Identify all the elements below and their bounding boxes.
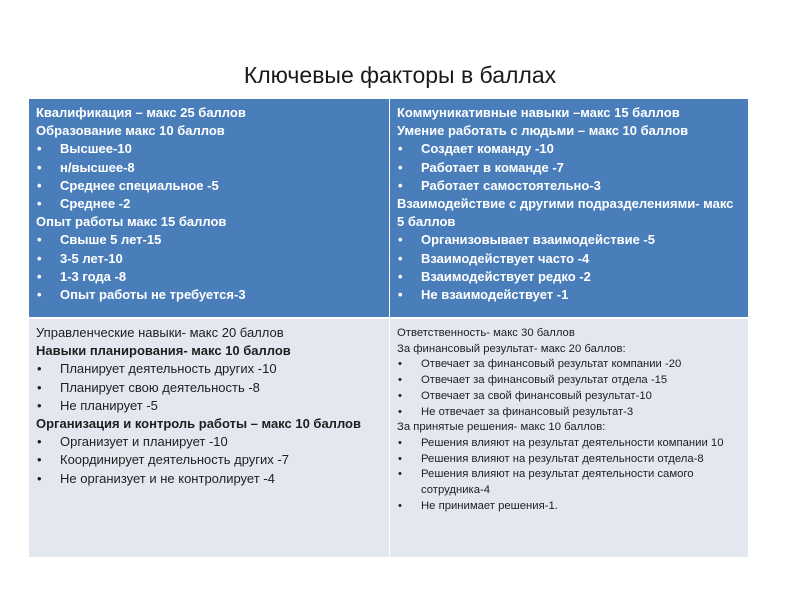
management-heading: Управленческие навыки- макс 20 баллов bbox=[36, 325, 284, 340]
bullet-icon: • bbox=[398, 389, 402, 402]
bullet-icon: • bbox=[37, 177, 42, 193]
list-item: • Планирует свою деятельность -8 bbox=[36, 379, 381, 397]
education-heading: Образование макс 10 баллов bbox=[36, 123, 225, 139]
financial-heading: За финансовый результат- макс 20 баллов: bbox=[397, 342, 626, 355]
bullet-icon: • bbox=[398, 405, 402, 418]
bullet-icon: • bbox=[398, 250, 403, 266]
management-cell bbox=[29, 317, 390, 557]
list-item: • 1-3 года -8 bbox=[36, 268, 381, 286]
list-item: • Решения влияют на результат деятельности отдела-8 bbox=[397, 452, 740, 468]
bullet-icon: • bbox=[398, 358, 402, 371]
bullet-icon: • bbox=[37, 232, 42, 248]
list-item: • Организовывает взаимодействие -5 bbox=[397, 231, 740, 249]
list-item: • Опыт работы не требуется-3 bbox=[36, 286, 381, 304]
list-item: • Взаимодействует часто -4 bbox=[397, 250, 740, 268]
list-item: • Планирует деятельность других -10 bbox=[36, 360, 381, 378]
list-item: • Среднее -2 bbox=[36, 195, 381, 213]
factors-table bbox=[29, 99, 748, 557]
responsibility-cell bbox=[390, 317, 748, 557]
bullet-icon: • bbox=[398, 232, 403, 248]
qualification-heading: Квалификация – макс 25 баллов bbox=[36, 105, 246, 120]
decisions-heading: За принятые решения- макс 10 баллов: bbox=[397, 421, 606, 434]
teamwork-heading: Умение работать с людьми – макс 10 баллов bbox=[397, 123, 689, 139]
planning-list bbox=[36, 360, 381, 415]
list-item: • Отвечает за финансовый результат отдела -15 bbox=[397, 373, 740, 389]
bullet-icon: • bbox=[37, 379, 42, 395]
bullet-icon: • bbox=[398, 452, 402, 465]
list-item: • Работает самостоятельно-3 bbox=[397, 177, 740, 195]
list-item: • Решения влияют на результат деятельности самого сотрудника-4 bbox=[398, 468, 694, 497]
planning-heading: Навыки планирования- макс 10 баллов bbox=[36, 343, 291, 359]
list-item: • Создает команду -10 bbox=[397, 140, 740, 158]
list-item: • Высшее-10 bbox=[36, 140, 381, 158]
bullet-icon: • bbox=[37, 287, 42, 303]
bullet-icon: • bbox=[37, 159, 42, 175]
list-item: • Не отвечает за финансовый результат-3 bbox=[397, 405, 740, 421]
bullet-icon: • bbox=[398, 499, 402, 512]
bullet-icon: • bbox=[37, 361, 42, 377]
list-item: • Решения влияют на результат деятельности компании 10 bbox=[397, 436, 740, 452]
bullet-icon: • bbox=[37, 141, 42, 157]
bullet-icon: • bbox=[398, 177, 403, 193]
bullet-icon: • bbox=[398, 436, 402, 449]
financial-list bbox=[397, 357, 740, 420]
experience-heading: Опыт работы макс 15 баллов bbox=[36, 214, 227, 230]
interaction-heading: Взаимодействие с другими подразделениями- макс 5 баллов bbox=[397, 196, 734, 230]
bullet-icon: • bbox=[37, 397, 42, 413]
bullet-icon: • bbox=[398, 374, 402, 387]
communication-heading: Коммуникативные навыки –макс 15 баллов bbox=[397, 105, 680, 120]
list-item: • Свыше 5 лет-15 bbox=[36, 231, 381, 249]
bullet-icon: • bbox=[37, 196, 42, 212]
bullet-icon: • bbox=[37, 268, 42, 284]
bullet-icon: • bbox=[37, 434, 42, 450]
list-item: • Не планирует -5 bbox=[36, 397, 381, 415]
responsibility-heading: Ответственность- макс 30 баллов bbox=[397, 327, 575, 339]
organization-heading: Организация и контроль работы – макс 10 баллов bbox=[36, 416, 361, 432]
interaction-list bbox=[397, 231, 740, 304]
bullet-icon: • bbox=[398, 159, 403, 175]
list-item: • 3-5 лет-10 bbox=[36, 250, 381, 268]
list-item: • Не принимает решения-1. bbox=[397, 499, 740, 515]
bullet-icon: • bbox=[398, 468, 402, 481]
education-list bbox=[36, 140, 381, 213]
communication-cell bbox=[390, 99, 748, 317]
list-item: • Отвечает за финансовый результат компании -20 bbox=[397, 357, 740, 373]
bullet-icon: • bbox=[37, 470, 42, 486]
list-item: • Не взаимодействует -1 bbox=[397, 286, 740, 304]
list-item: • Взаимодействует редко -2 bbox=[397, 268, 740, 286]
bullet-icon: • bbox=[398, 287, 403, 303]
list-item: • Отвечает за свой финансовый результат-10 bbox=[397, 389, 740, 405]
organization-list bbox=[36, 433, 381, 488]
list-item: • Не организует и не контролирует -4 bbox=[36, 470, 381, 488]
list-item: • Организует и планирует -10 bbox=[36, 433, 381, 451]
bullet-icon: • bbox=[398, 268, 403, 284]
bullet-icon: • bbox=[37, 250, 42, 266]
qualification-cell bbox=[29, 99, 390, 317]
list-item: • Координирует деятельность других -7 bbox=[36, 451, 381, 469]
list-item: • н/высшее-8 bbox=[36, 159, 381, 177]
decisions-list bbox=[397, 436, 740, 515]
bullet-icon: • bbox=[37, 452, 42, 468]
bullet-icon: • bbox=[398, 141, 403, 157]
list-item: • Работает в команде -7 bbox=[397, 159, 740, 177]
list-item: • Среднее специальное -5 bbox=[36, 177, 381, 195]
slide-title: Ключевые факторы в баллах bbox=[243, 62, 557, 88]
teamwork-list bbox=[397, 140, 740, 195]
experience-list bbox=[36, 231, 381, 304]
